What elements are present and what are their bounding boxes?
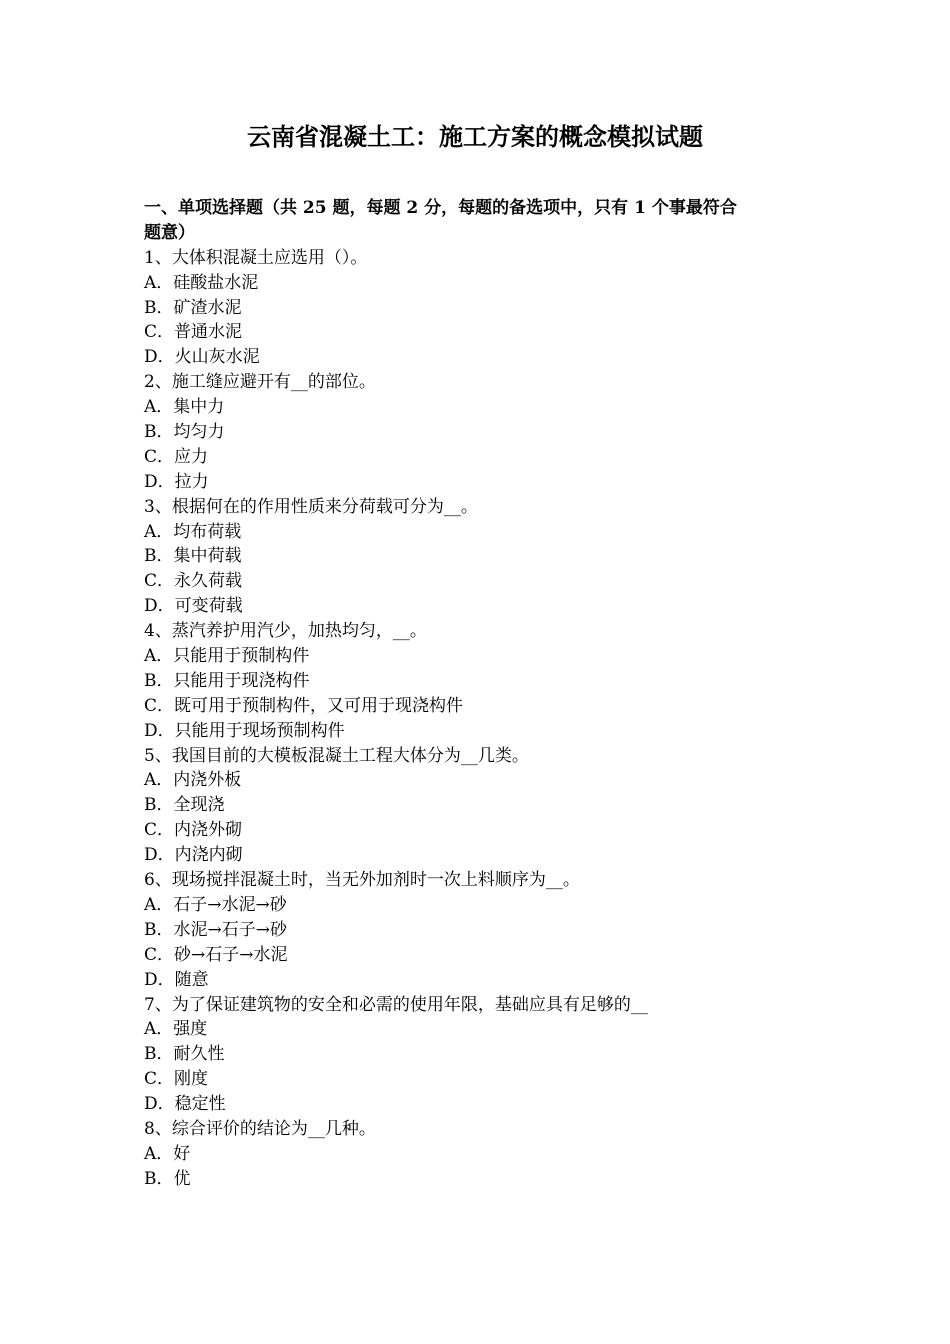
question-3	[144, 495, 814, 619]
option-b: B．水泥→石子→砂	[144, 919, 287, 940]
option-c: C．永久荷载	[144, 571, 243, 592]
question-stem: 1、大体积混凝土应选用（）。	[144, 247, 368, 268]
question-6	[144, 868, 814, 992]
question-stem: 2、施工缝应避开有__的部位。	[144, 372, 376, 393]
option-a: A．强度	[144, 1019, 208, 1040]
question-4	[144, 619, 814, 743]
document-body	[144, 196, 814, 1192]
question-7	[144, 993, 814, 1117]
question-8	[144, 1117, 814, 1192]
question-stem: 7、为了保证建筑物的安全和必需的使用年限，基础应具有足够的__	[144, 994, 648, 1015]
option-a: A．均布荷载	[144, 521, 242, 542]
option-a: A．只能用于预制构件	[144, 646, 310, 667]
option-d: D．稳定性	[144, 1094, 226, 1115]
option-a: A．好	[144, 1143, 191, 1164]
question-2	[144, 370, 814, 494]
section-heading-line-2: 题意）	[144, 222, 195, 243]
question-list	[144, 246, 814, 1192]
option-b: B．耐久性	[144, 1044, 225, 1065]
option-d: D．只能用于现场预制构件	[144, 720, 345, 741]
option-c: C．普通水泥	[144, 322, 243, 343]
option-b: B．优	[144, 1168, 191, 1189]
option-c: C．砂→石子→水泥	[144, 944, 288, 965]
question-stem: 3、根据何在的作用性质来分荷载可分为__。	[144, 496, 478, 517]
section-heading	[144, 196, 814, 246]
option-a: A．石子→水泥→砂	[144, 894, 287, 915]
question-5	[144, 744, 814, 868]
section-heading-line-1: 一、单项选择题（共 25 题，每题 2 分，每题的备选项中，只有 1 个事最符合	[144, 198, 737, 218]
option-b: B．集中荷载	[144, 546, 242, 567]
option-b: B．全现浇	[144, 795, 225, 816]
question-stem: 6、现场搅拌混凝土时，当无外加剂时一次上料顺序为__。	[144, 870, 580, 891]
option-b: B．均匀力	[144, 422, 225, 443]
question-1	[144, 246, 814, 370]
option-c: C．刚度	[144, 1069, 209, 1090]
option-d: D．随意	[144, 969, 209, 990]
question-stem: 8、综合评价的结论为__几种。	[144, 1118, 376, 1139]
option-d: D．拉力	[144, 471, 209, 492]
option-a: A．硅酸盐水泥	[144, 272, 259, 293]
question-stem: 4、蒸汽养护用汽少，加热均匀，__。	[144, 621, 427, 642]
option-a: A．内浇外板	[144, 770, 242, 791]
option-b: B．矿渣水泥	[144, 297, 242, 318]
option-d: D．内浇内砌	[144, 845, 243, 866]
option-d: D．可变荷载	[144, 596, 243, 617]
page-title: 云南省混凝土工：施工方案的概念模拟试题	[247, 122, 703, 151]
option-c: C．既可用于预制构件，又可用于现浇构件	[144, 695, 464, 716]
option-c: C．内浇外砌	[144, 820, 243, 841]
question-stem: 5、我国目前的大模板混凝土工程大体分为__几类。	[144, 745, 529, 766]
option-a: A．集中力	[144, 397, 225, 418]
option-b: B．只能用于现浇构件	[144, 670, 310, 691]
option-c: C．应力	[144, 446, 209, 467]
option-d: D．火山灰水泥	[144, 347, 260, 368]
